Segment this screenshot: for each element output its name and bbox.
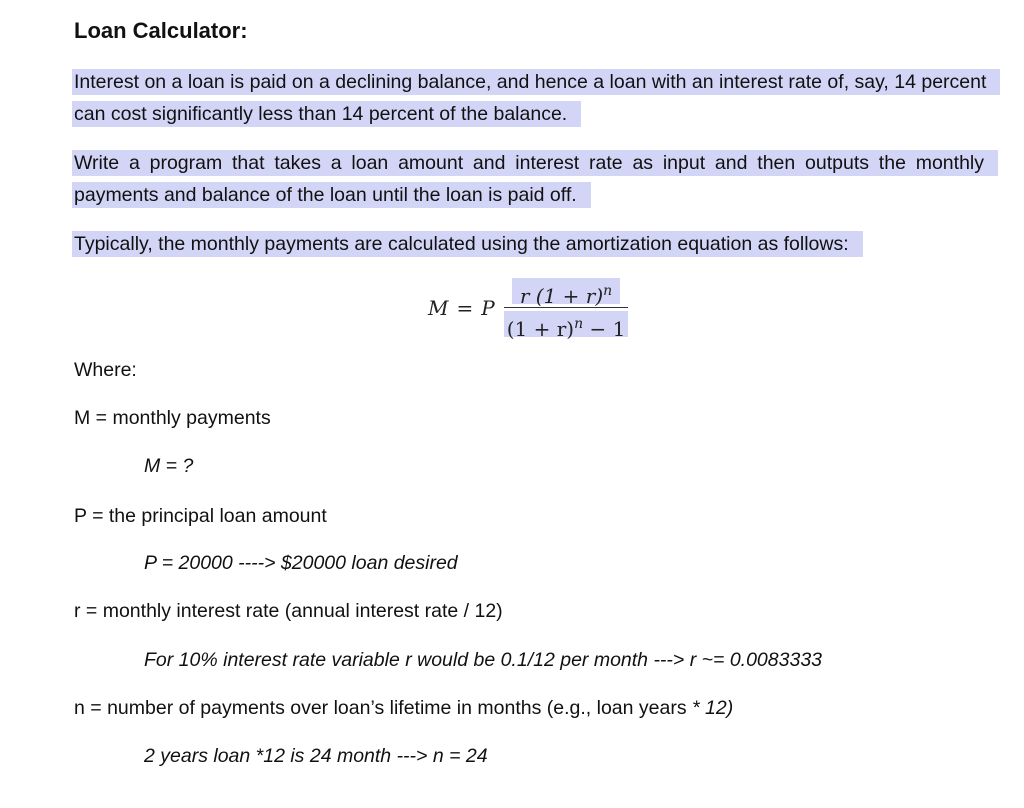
paragraph-equation-intro-text: Typically, the monthly payments are calculated using the amortization equation as follows: (72, 231, 863, 257)
where-label: Where: (74, 359, 137, 381)
formula-numerator-base: r (1 + r) (519, 284, 604, 308)
m-example: M = ? (144, 455, 194, 477)
paragraph-task (72, 147, 998, 211)
paragraph-intro-text: Interest on a loan is paid on a declining balance, and hence a loan with an interest rate of, say, 14 percent can cost significantly less than 14 percent of the balance. (72, 69, 1000, 127)
r-definition: r = monthly interest rate (annual interest rate / 12) (74, 600, 503, 622)
p-definition: P = the principal loan amount (74, 505, 327, 527)
formula-fraction (504, 278, 628, 341)
paragraph-intro (72, 66, 998, 130)
document-title: Loan Calculator: (74, 18, 248, 43)
formula-denominator-exponent: n (574, 316, 584, 332)
formula-m: M (428, 296, 449, 320)
formula-lhs (428, 296, 495, 320)
formula-denominator-base: (1 + r) (506, 317, 575, 341)
formula-equals: = (456, 296, 474, 320)
r-example: For 10% interest rate variable r would be 0.1/12 per month ---> r ~= 0.0083333 (144, 649, 823, 671)
formula-p: P (481, 296, 495, 320)
formula-numerator (512, 278, 620, 308)
n-definition-italic: * 12) (692, 697, 734, 719)
paragraph-task-text: Write a program that takes a loan amount and interest rate as input and then outputs the monthly payments and balance of the loan until the loan is paid off. (72, 150, 998, 208)
formula-denominator (504, 311, 628, 341)
p-example: P = 20000 ----> $20000 loan desired (144, 552, 458, 574)
n-definition-main: n = number of payments over loan’s lifetime in months (e.g., loan years (74, 697, 692, 719)
m-definition: M = monthly payments (74, 407, 271, 429)
n-definition (74, 694, 733, 722)
paragraph-equation-intro (72, 228, 998, 260)
n-example: 2 years loan *12 is 24 month ---> n = 24 (144, 745, 488, 767)
formula-numerator-exponent: n (603, 283, 613, 299)
formula-denominator-tail: − 1 (583, 317, 626, 341)
